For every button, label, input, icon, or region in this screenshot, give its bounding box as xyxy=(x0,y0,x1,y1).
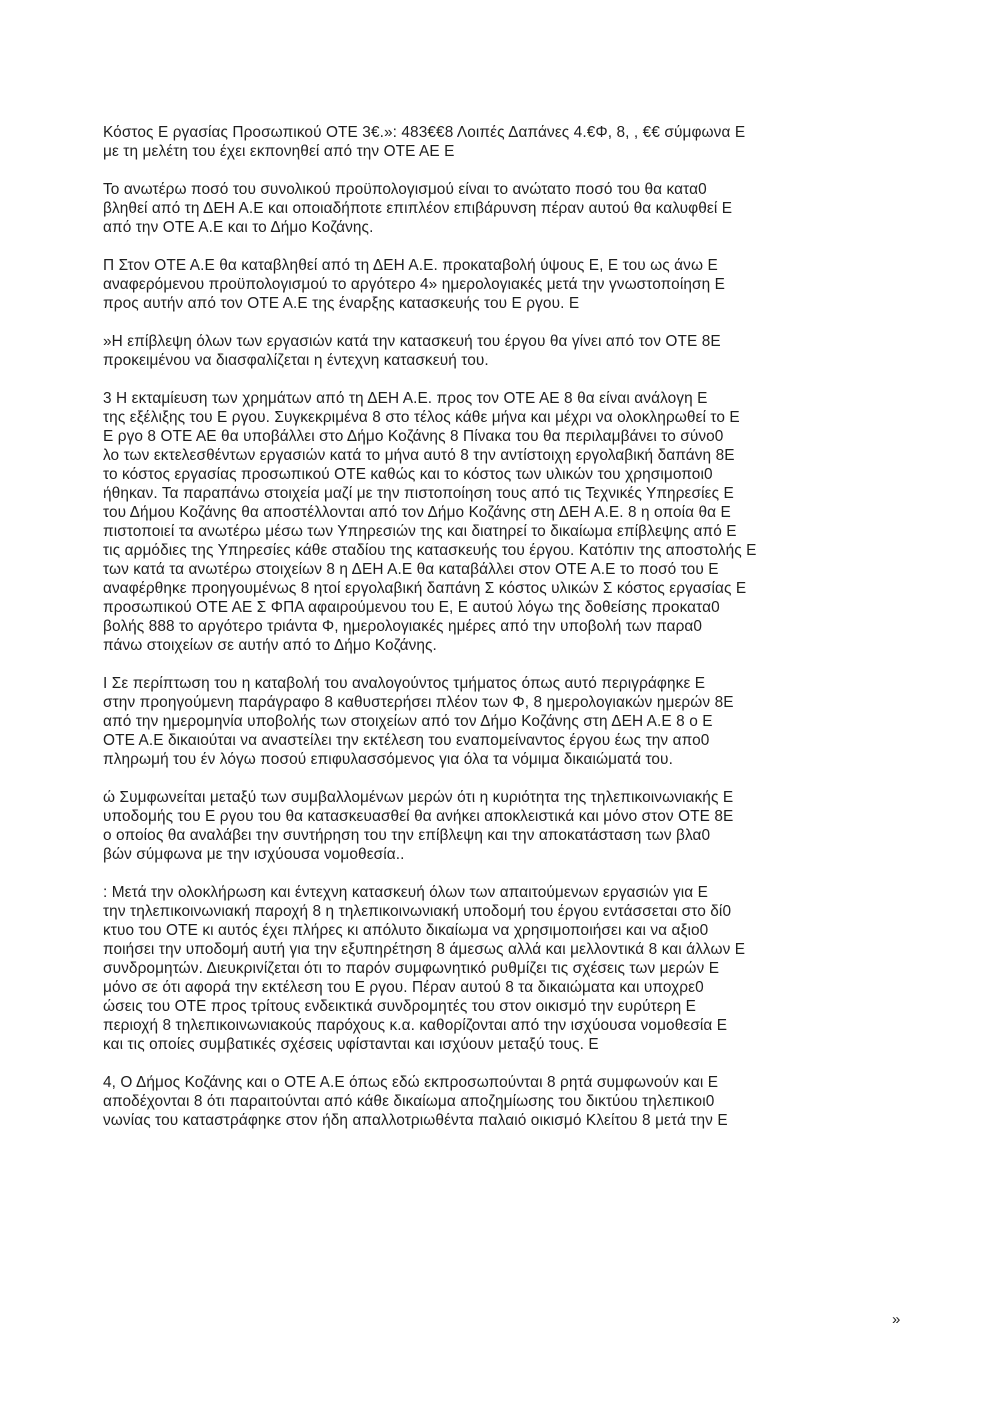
text-line: 3 Η εκταμίευση των χρημάτων από τη ΔΕΗ Α.Ε. προς τον ΟΤΕ ΑΕ 8 θα είναι ανάλογη Ε xyxy=(103,390,708,407)
text-line: »Η επίβλεψη όλων των εργασιών κατά την κατασκευή του έργου θα γίνει από τον ΟΤΕ 8Ε xyxy=(103,333,721,350)
text-line: ήθηκαν. Τα παραπάνω στοιχεία μαζί με την πιστοποίηση τους από τις Τεχνικές Υπηρεσίες Ε xyxy=(103,485,734,502)
text-line: προς αυτήν από τον ΟΤΕ Α.Ε της έναρξης κατασκευής του Ε ργου. Ε xyxy=(103,295,580,312)
paragraph xyxy=(103,883,923,1054)
text-line: και τις οποίες συμβατικές σχέσεις υφίστανται και ισχύουν μεταξύ τους. Ε xyxy=(103,1036,599,1053)
text-line: προκειμένου να διασφαλίζεται η έντεχνη κατασκευή του. xyxy=(103,352,489,369)
text-line: μόνο σε ότι αφορά την εκτέλεση του Ε ργου. Πέραν αυτού 8 τα δικαιώματα και υποχρε0 xyxy=(103,979,704,996)
text-line: από την ΟΤΕ Α.Ε και το Δήμο Κοζάνης. xyxy=(103,219,374,236)
text-line: νωνίας του καταστράφηκε στον ήδη απαλλοτριωθέντα παλαιό οικισμό Κλείτου 8 μετά την Ε xyxy=(103,1112,728,1129)
text-line: πάνω στοιχείων σε αυτήν από το Δήμο Κοζάνης. xyxy=(103,637,437,654)
text-line: : Μετά την ολοκλήρωση και έντεχνη κατασκευή όλων των απαιτούμενων εργασιών για Ε xyxy=(103,884,709,901)
text-line: ο οποίος θα αναλάβει την συντήρηση του την επίβλεψη και την αποκατάσταση των βλα0 xyxy=(103,827,711,844)
text-line: κτυο του ΟΤΕ κι αυτός έχει πλήρες κι απόλυτο δικαίωμα να χρησιμοποιήσει και να αξιο0 xyxy=(103,922,709,939)
text-line: βληθεί από τη ΔΕΗ Α.Ε και οποιαδήποτε επιπλέον επιβάρυνση πέραν αυτού θα καλυφθεί Ε xyxy=(103,200,733,217)
page-number: » xyxy=(892,1311,901,1328)
text-line: Π Στον ΟΤΕ Α.Ε θα καταβληθεί από τη ΔΕΗ Α.Ε. προκαταβολή ύψους Ε, Ε του ως άνω Ε xyxy=(103,257,718,274)
paragraph xyxy=(103,788,923,864)
text-line: τις αρμόδιες της Υπηρεσίες κάθε σταδίου της κατασκευής του έργου. Κατόπιν της αποστολής Ε xyxy=(103,542,757,559)
text-line: των κατά τα ανωτέρω στοιχείων 8 η ΔΕΗ Α.Ε θα καταβάλλει στον ΟΤΕ Α.Ε το ποσό του Ε xyxy=(103,561,719,578)
paragraph xyxy=(103,256,923,313)
text-line: ώσεις του ΟΤΕ προς τρίτους ενδεικτικά συνδρομητές του στον οικισμό την ευρύτερη Ε xyxy=(103,998,697,1015)
text-line: πιστοποιεί τα ανωτέρω μέσω των Υπηρεσιών της και διατηρεί το δικαίωμα επίβλεψης από Ε xyxy=(103,523,737,540)
text-line: της εξέλιξης του Ε ργου. Συγκεκριμένα 8 στο τέλος κάθε μήνα και μέχρι να ολοκληρωθεί το Ε xyxy=(103,409,740,426)
text-line: ΟΤΕ Α.Ε δικαιούται να αναστείλει την εκτέλεση του εναπομείναντος έργου έως την απο0 xyxy=(103,732,710,749)
paragraph xyxy=(103,180,923,237)
text-line: το κόστος εργασίας προσωπικού ΟΤΕ καθώς και το κόστος των υλικών του χρησιμοποι0 xyxy=(103,466,713,483)
text-line: λο των εκτελεσθέντων εργασιών κατά το μήνα αυτό 8 την αντίστοιχη εργολαβική δαπάνη 8Ε xyxy=(103,447,735,464)
paragraph xyxy=(103,389,923,655)
text-line: Κόστος Ε ργασίας Προσωπικού ΟΤΕ 3€.»: 483€€8 Λοιπές Δαπάνες 4.€Φ, 8, , €€ σύμφωνα Ε xyxy=(103,124,746,141)
text-line: με τη μελέτη του έχει εκπονηθεί από την ΟΤΕ ΑΕ Ε xyxy=(103,143,455,160)
text-line: ποιήσει την υποδομή αυτή για την εξυπηρέτηση 8 άμεσως αλλά και μελλοντικά 8 και άλλων Ε xyxy=(103,941,746,958)
text-line: βών σύμφωνα με την ισχύουσα νομοθεσία.. xyxy=(103,846,405,863)
paragraph-list xyxy=(103,123,923,1130)
document-body xyxy=(103,123,923,1149)
text-line: ώ Συμφωνείται μεταξύ των συμβαλλομένων μερών ότι η κυριότητα της τηλεπικοινωνιακής Ε xyxy=(103,789,734,806)
text-line: αποδέχονται 8 ότι παραιτούνται από κάθε δικαίωμα αποζημίωσης του δικτύου τηλεπικοι0 xyxy=(103,1093,715,1110)
text-line: βολής 888 το αργότερο τριάντα Φ, ημερολογιακές ημέρες από την υποβολή των παρα0 xyxy=(103,618,703,635)
text-line: περιοχή 8 τηλεπικοινωνιακούς παρόχους κ.α. καθορίζονται από την ισχύουσα νομοθεσία Ε xyxy=(103,1017,728,1034)
text-line: υποδομής του Ε ργου του θα κατασκευασθεί θα ανήκει αποκλειστικά και μόνο στον ΟΤΕ 8Ε xyxy=(103,808,734,825)
text-line: από την ημερομηνία υποβολής των στοιχείων από τον Δήμο Κοζάνης στη ΔΕΗ Α.Ε 8 ο Ε xyxy=(103,713,713,730)
text-line: Ε ργο 8 ΟΤΕ ΑΕ θα υποβάλλει στο Δήμο Κοζάνης 8 Πίνακα του θα περιλαμβάνει το σύνο0 xyxy=(103,428,724,445)
paragraph xyxy=(103,674,923,769)
text-line: Ι Σε περίπτωση του η καταβολή του αναλογούντος τμήματος όπως αυτό περιγράφηκε Ε xyxy=(103,675,706,692)
text-line: αναφέρθηκε προηγουμένως 8 ητοί εργολαβική δαπάνη Σ κόστος υλικών Σ κόστος εργασίας Ε xyxy=(103,580,747,597)
text-line: πληρωμή του έν λόγω ποσού επιφυλασσόμενος για όλα τα νόμιμα δικαιώματά του. xyxy=(103,751,673,768)
text-line: αναφερόμενου προϋπολογισμού το αργότερο 4» ημερολογιακές μετά την γνωστοποίηση Ε xyxy=(103,276,726,293)
text-line: προσωπικού ΟΤΕ ΑΕ Σ ΦΠΑ αφαιρούμενου του Ε, Ε αυτού λόγω της δοθείσης προκατα0 xyxy=(103,599,720,616)
text-line: στην προηγούμενη παράγραφο 8 καθυστερήσει πλέον των Φ, 8 ημερολογιακών ημερών 8Ε xyxy=(103,694,734,711)
paragraph xyxy=(103,123,923,161)
text-line: 4, Ο Δήμος Κοζάνης και ο ΟΤΕ Α.Ε όπως εδώ εκπροσωπούνται 8 ρητά συμφωνούν και Ε xyxy=(103,1074,719,1091)
paragraph xyxy=(103,1073,923,1130)
text-line: την τηλεπικοινωνιακή παροχή 8 η τηλεπικοινωνιακή υποδομή του έργου εντάσσεται στο δί0 xyxy=(103,903,732,920)
text-line: Το ανωτέρω ποσό του συνολικού προϋπολογισμού είναι το ανώτατο ποσό του θα κατα0 xyxy=(103,181,707,198)
paragraph xyxy=(103,332,923,370)
text-line: του Δήμου Κοζάνης θα αποστέλλονται από τον Δήμο Κοζάνης στη ΔΕΗ Α.Ε. 8 η οποία θα Ε xyxy=(103,504,731,521)
text-line: συνδρομητών. Διευκρινίζεται ότι το παρόν συμφωνητικό ρυθμίζει τις σχέσεις των μερών Ε xyxy=(103,960,720,977)
